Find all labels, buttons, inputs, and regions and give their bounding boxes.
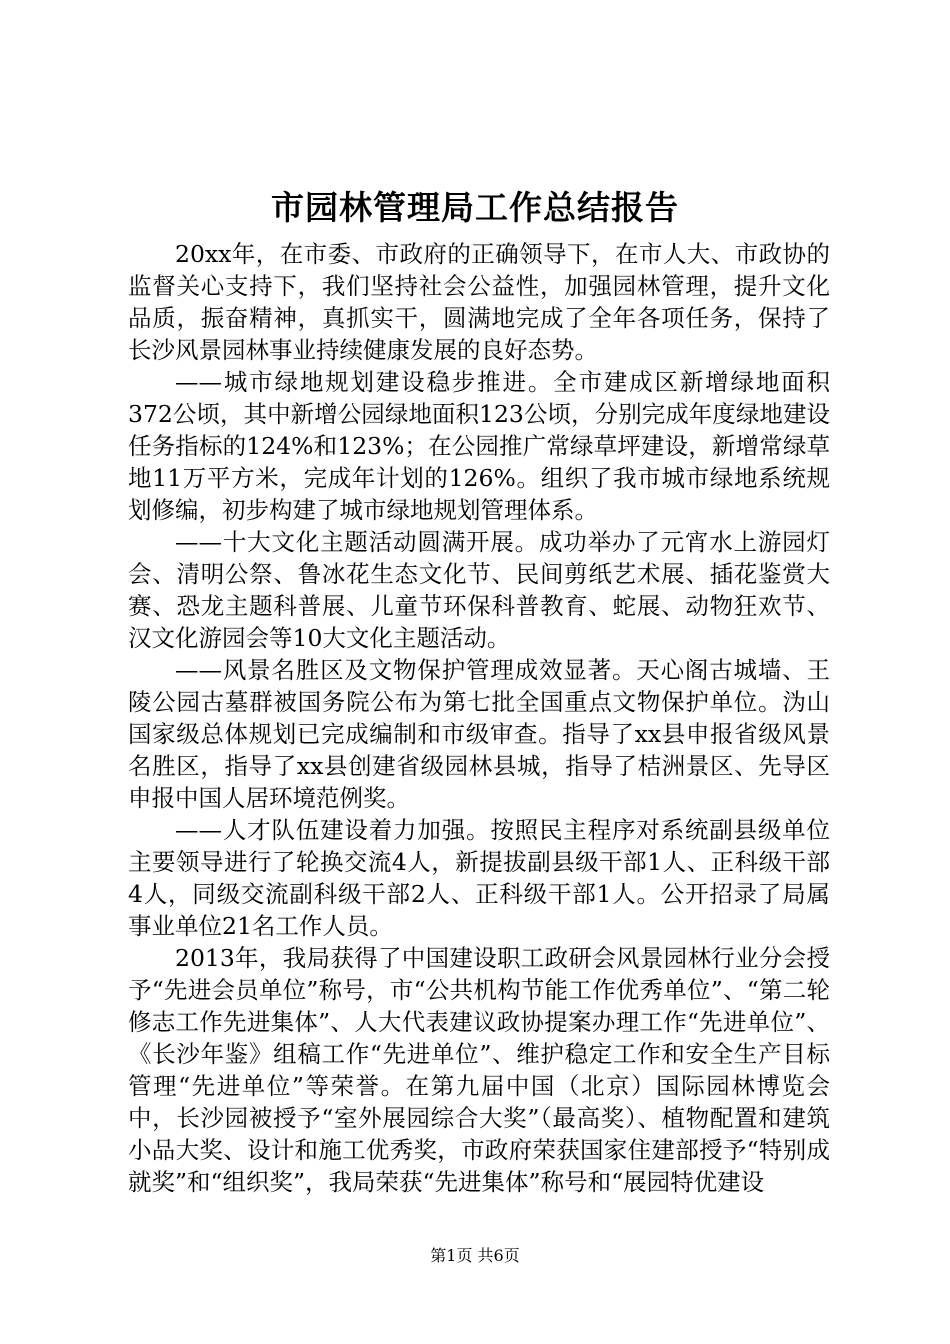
document-body	[128, 238, 830, 1198]
paragraph-green-planning: ——城市绿地规划建设稳步推进。全市建成区新增绿地面积372公顷，其中新增公园绿地面积123公顷，分别完成年度绿地建设任务指标的124%和123%；在公园推广常绿草坪建设，新增常绿草地11万平方米，完成年计划的126%。组织了我市城市绿地系统规划修编，初步构建了城市绿地规划管理体系。	[128, 368, 830, 524]
paragraph-cultural-activities: ——十大文化主题活动圆满开展。成功举办了元宵水上游园灯会、清明公祭、鲁冰花生态文化节、民间剪纸艺术展、插花鉴赏大赛、恐龙主题科普展、儿童节环保科普教育、蛇展、动物狂欢节、汉文化游园会等10大文化主题活动。	[128, 528, 830, 652]
document-title: 市园林管理局工作总结报告	[271, 188, 679, 227]
paragraph-scenic-heritage: ——风景名胜区及文物保护管理成效显著。天心阁古城墙、王陵公园古墓群被国务院公布为第七批全国重点文物保护单位。沩山国家级总体规划已完成编制和市级审查。指导了xx县申报省级风景名胜区，指导了xx县创建省级园林县城，指导了桔洲景区、先导区申报中国人居环境范例奖。	[128, 656, 830, 812]
paragraph-intro: 20xx年，在市委、市政府的正确领导下，在市人大、市政协的监督关心支持下，我们坚持社会公益性，加强园林管理，提升文化品质，振奋精神，真抓实干，圆满地完成了全年各项任务，保持了长沙风景园林事业持续健康发展的良好态势。	[128, 240, 830, 364]
paragraph-honors: 2013年，我局获得了中国建设职工政研会风景园林行业分会授予“先进会员单位”称号，市“公共机构节能工作优秀单位”、“第二轮修志工作先进集体”、人大代表建议政协提案办理工作“先进单位”、《长沙年鉴》组稿工作“先进单位”、维护稳定工作和安全生产目标管理“先进单位”等荣誉。在第九届中国（北京）国际园林博览会中，长沙园被授予“室外展园综合大奖”（最高奖）、植物配置和建筑小品大奖、设计和施工优秀奖，市政府荣获国家住建部授予“特别成就奖”和“组织奖”，我局荣获“先进集体”称号和“展园特优建设	[128, 944, 830, 1196]
paragraph-talent-team: ——人才队伍建设着力加强。按照民主程序对系统副县级单位主要领导进行了轮换交流4人，新提拔副县级干部1人、正科级干部4人，同级交流副科级干部2人、正科级干部1人。公开招录了局属事业单位21名工作人员。	[128, 816, 830, 940]
page-footer: 第1页 共6页	[430, 1246, 520, 1265]
